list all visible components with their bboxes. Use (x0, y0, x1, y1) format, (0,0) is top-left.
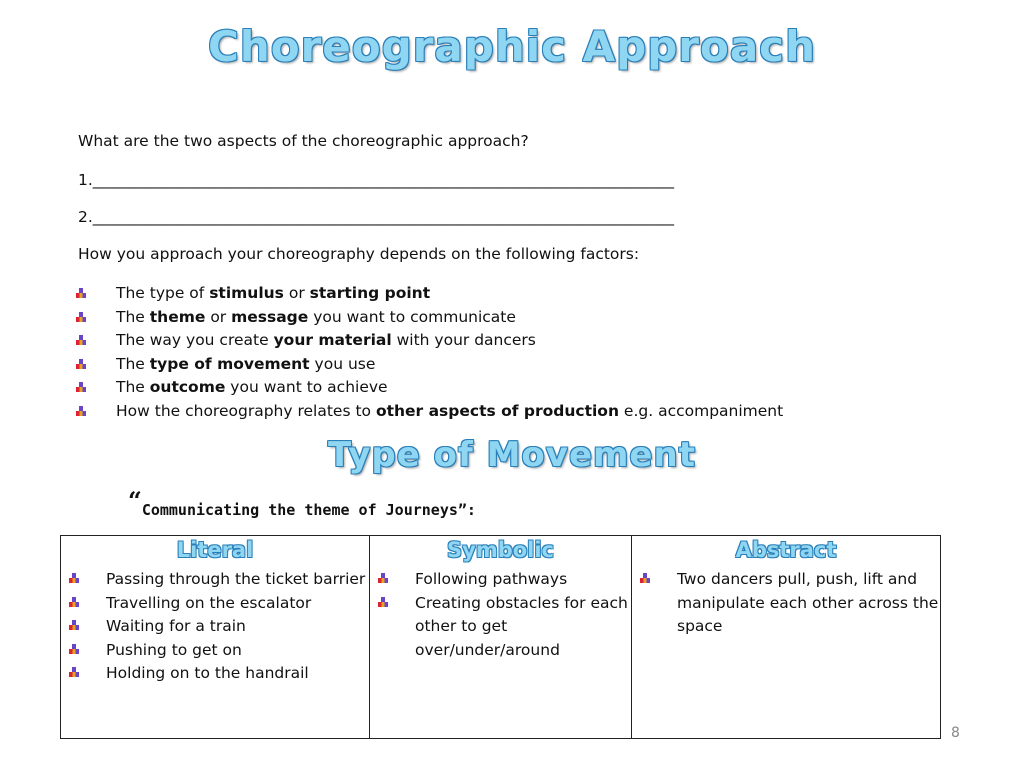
bullet-icon (69, 644, 80, 655)
bullet-icon (378, 597, 389, 608)
bullet-icon (640, 573, 651, 584)
list-item: Holding on to the handrail (67, 662, 369, 686)
list-item: The way you create your material with your dancers (74, 330, 783, 354)
list-item: The type of movement you use (74, 354, 783, 378)
column-header-literal: Literal (61, 536, 370, 569)
bullet-icon (76, 312, 87, 323)
list-item: How the choreography relates to other aspects of production e.g. accompaniment (74, 401, 783, 425)
list-item: Travelling on the escalator (67, 592, 369, 616)
list-item: Passing through the ticket barrier (67, 568, 369, 592)
bullet-icon (76, 335, 87, 346)
quote-heading (128, 486, 476, 521)
list-item: Waiting for a train (67, 615, 369, 639)
bullet-icon (69, 597, 80, 608)
column-header-symbolic: Symbolic (370, 536, 632, 569)
literal-cell (61, 568, 370, 739)
abstract-cell (632, 568, 941, 739)
bullet-icon (69, 667, 80, 678)
movement-table (60, 535, 941, 739)
bullet-icon (76, 382, 87, 393)
bullet-icon (69, 573, 80, 584)
list-item: The type of stimulus or starting point (74, 283, 783, 307)
list-item: Creating obstacles for each other to get over/under/around (376, 592, 631, 663)
symbolic-cell (370, 568, 632, 739)
bullet-icon (76, 288, 87, 299)
page-number: 8 (951, 725, 960, 741)
column-header-abstract: Abstract (632, 536, 941, 569)
bullet-icon (76, 359, 87, 370)
list-item: Two dancers pull, push, lift and manipulate each other across the space (638, 568, 940, 639)
bullet-icon (378, 573, 389, 584)
list-item: Following pathways (376, 568, 631, 592)
quote-text: Communicating the theme of Journeys”: (141, 501, 476, 519)
list-item: The outcome you want to achieve (74, 377, 783, 401)
section-title: Type of Movement (328, 435, 696, 475)
answer-line-2: 2.___________________________________________________________________________ (78, 208, 675, 226)
page-title: Choreographic Approach (208, 22, 816, 71)
quote-mark: “ (128, 486, 142, 515)
factor-list (74, 283, 783, 424)
answer-line-1: 1.___________________________________________________________________________ (78, 171, 675, 189)
list-item: The theme or message you want to communicate (74, 307, 783, 331)
factors-intro: How you approach your choreography depends on the following factors: (78, 245, 640, 263)
bullet-icon (76, 406, 87, 417)
list-item: Pushing to get on (67, 639, 369, 663)
question-text: What are the two aspects of the choreographic approach? (78, 132, 529, 150)
bullet-icon (69, 620, 80, 631)
